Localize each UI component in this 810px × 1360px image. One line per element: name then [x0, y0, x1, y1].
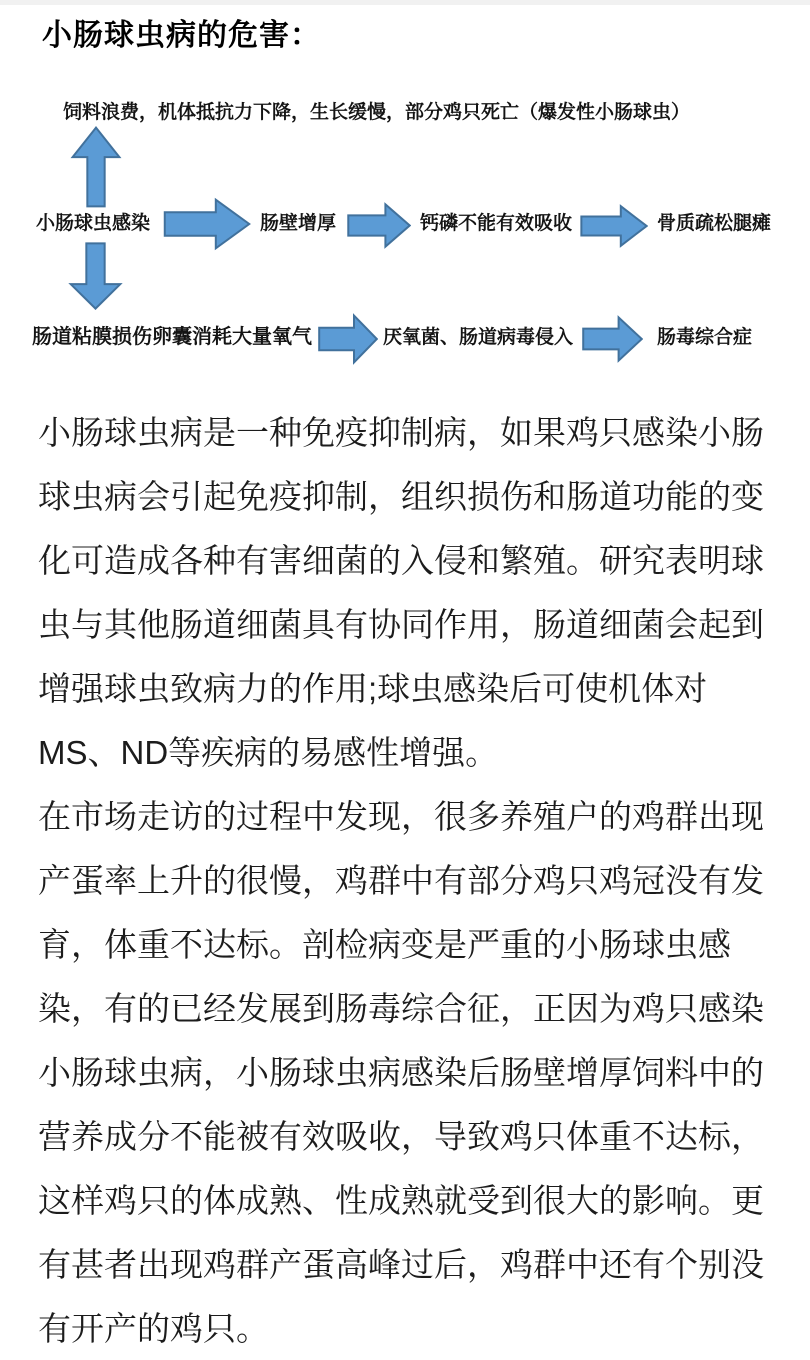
- flow-node-infection: 小肠球虫感染: [36, 213, 151, 234]
- article-line: 营养成分不能被有效吸收，导致鸡只体重不达标，: [38, 1118, 764, 1155]
- article-line: 化可造成各种有害细菌的入侵和繁殖。研究表明球: [38, 542, 764, 579]
- flow-node-calcium-phosphorus-absorption: 钙磷不能有效吸收: [420, 213, 573, 234]
- article-line: 增强球虫致病力的作用;球虫感染后可使机体对: [38, 670, 708, 707]
- flow-top-outcome: 饲料浪费，机体抵抗力下降，生长缓慢，部分鸡只死亡（爆发性小肠球虫）: [63, 102, 691, 123]
- article-line: 在市场走访的过程中发现，很多养殖户的鸡群出现: [38, 798, 764, 835]
- article-body: [38, 401, 804, 1360]
- harm-flow-diagram: [0, 0, 810, 390]
- article-line: MS、ND等疾病的易感性增强。: [38, 734, 499, 771]
- arrow-right-icon: [580, 204, 648, 248]
- arrow-right-icon: [318, 313, 378, 365]
- flow-node-enterotoxic-syndrome: 肠毒综合症: [657, 327, 753, 348]
- article-line: 虫与其他肠道细菌具有协同作用，肠道细菌会起到: [38, 606, 764, 643]
- article-line: 小肠球虫病，小肠球虫病感染后肠壁增厚饲料中的: [38, 1054, 764, 1091]
- article-line: 染，有的已经发展到肠毒综合征，正因为鸡只感染: [38, 990, 764, 1027]
- article-line: 有开产的鸡只。: [38, 1310, 269, 1347]
- article-line: 球虫病会引起免疫抑制，组织损伤和肠道功能的变: [38, 478, 764, 515]
- flow-node-mucosa-damage-oxygen: 肠道粘膜损伤卵囊消耗大量氧气: [32, 326, 312, 348]
- flow-node-anaerobic-virus-invasion: 厌氧菌、肠道病毒侵入: [383, 327, 574, 348]
- article-line: 产蛋率上升的很慢，鸡群中有部分鸡只鸡冠没有发: [38, 862, 764, 899]
- flow-node-osteoporosis-leg-paralysis: 骨质疏松腿瘫: [657, 213, 772, 234]
- arrow-right-icon: [347, 202, 411, 249]
- page-title: 小肠球虫病的危害：: [42, 19, 321, 52]
- article-line: 育，体重不达标。剖检病变是严重的小肠球虫感: [38, 926, 731, 963]
- arrow-up-icon: [70, 126, 122, 208]
- arrow-right-icon: [163, 197, 251, 251]
- article-line: 这样鸡只的体成熟、性成熟就受到很大的影响。更: [38, 1182, 764, 1219]
- article-line: 小肠球虫病是一种免疫抑制病，如果鸡只感染小肠: [38, 414, 764, 451]
- flow-node-intestinal-wall-thickening: 肠壁增厚: [260, 213, 337, 234]
- arrow-right-icon: [582, 315, 643, 363]
- article-line: 有甚者出现鸡群产蛋高峰过后，鸡群中还有个别没: [38, 1246, 764, 1283]
- arrow-down-icon: [68, 242, 123, 310]
